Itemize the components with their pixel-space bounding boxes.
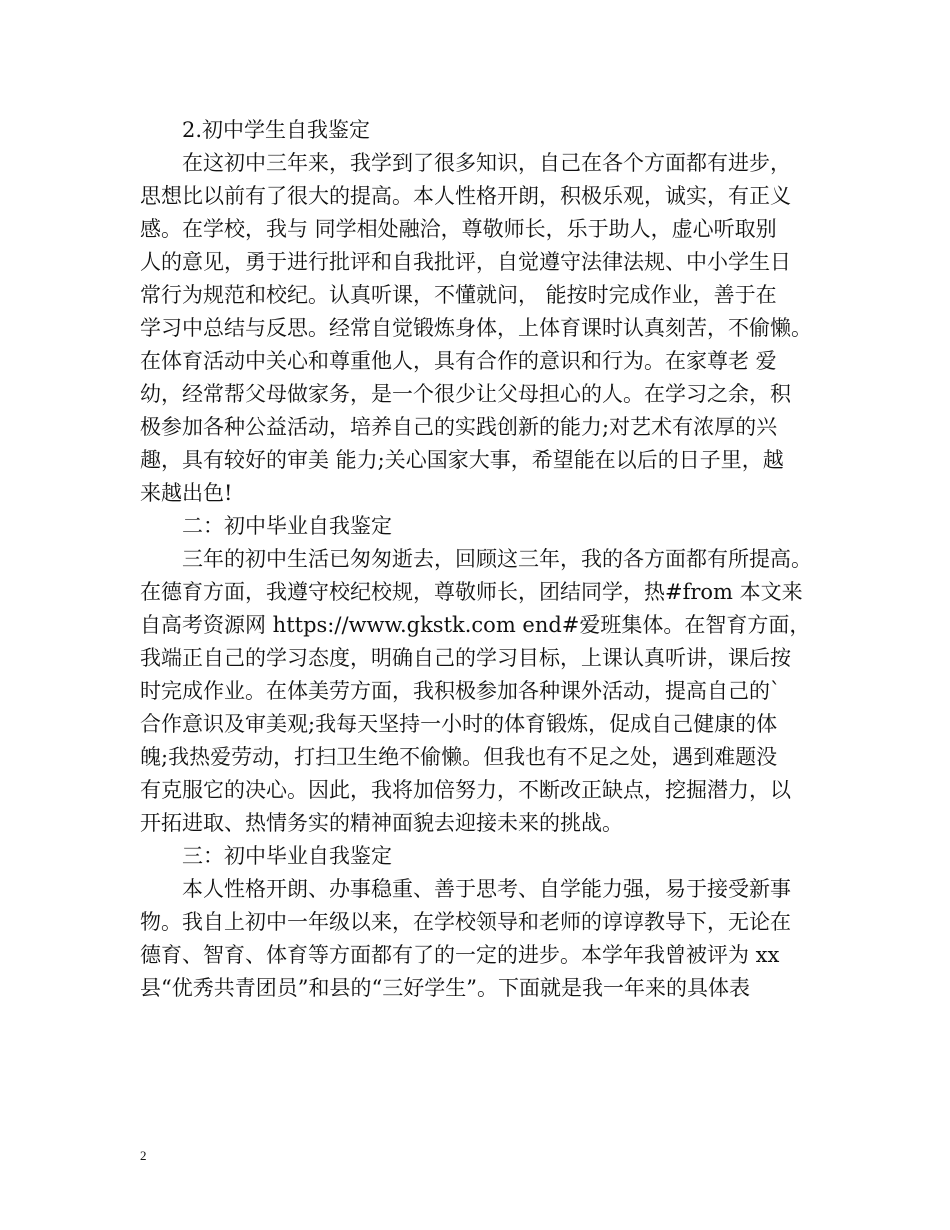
paragraph-line: 幼，经常帮父母做家务，是一个很少让父母担心的人。在学习之余，积	[140, 382, 791, 406]
paragraph-line: 思想比以前有了很大的提高。本人性格开朗，积极乐观，诚实，有正义	[140, 184, 791, 208]
paragraph-line: 感。在学校，我与 同学相处融洽，尊敬师长，乐于助人，虚心听取别	[140, 217, 777, 241]
paragraph-line: 三年的初中生活已匆匆逝去，回顾这三年，我的各方面都有所提高。	[182, 547, 812, 571]
paragraph-line: 合作意识及审美观;我每天坚持一小时的体育锻炼，促成自己健康的体	[140, 712, 778, 736]
paragraph-line: 极参加各种公益活动，培养自己的实践创新的能力;对艺术有浓厚的兴	[140, 415, 778, 439]
paragraph-line: 在体育活动中关心和尊重他人，具有合作的意识和行为。在家尊老 爱	[140, 349, 777, 373]
paragraph-line: 开拓进取、热情务实的精神面貌去迎接未来的挑战。	[140, 811, 623, 835]
paragraph-line: 德育、智育、体育等方面都有了的一定的进步。本学年我曾被评为 xx	[140, 943, 780, 967]
paragraph-line: 时完成作业。在体美劳方面，我积极参加各种课外活动，提高自己的`	[140, 679, 781, 703]
paragraph-line: 常行为规范和校纪。认真听课，不懂就问， 能按时完成作业，善于在	[140, 283, 777, 307]
paragraph-line: 我端正自己的学习态度，明确自己的学习目标，上课认真听讲，课后按	[140, 646, 791, 670]
section-heading-er: 二：初中毕业自我鉴定	[182, 514, 392, 538]
paragraph-line: 自高考资源网 https://www.gkstk.com end#爱班集体。在智育方面，	[140, 613, 811, 637]
paragraph-line: 趣，具有较好的审美 能力;关心国家大事，希望能在以后的日子里，越	[140, 448, 784, 472]
page-number: 2	[140, 1148, 147, 1163]
paragraph-line: 学习中总结与反思。经常自觉锻炼身体，上体育课时认真刻苦，不偷懒。	[140, 316, 812, 340]
paragraph-line: 来越出色!	[140, 481, 233, 505]
paragraph-line: 人的意见，勇于进行批评和自我批评，自觉遵守法律法规、中小学生日	[140, 250, 791, 274]
paragraph-line: 本人性格开朗、办事稳重、善于思考、自学能力强，易于接受新事	[182, 877, 791, 901]
section-heading-2: 2.初中学生自我鉴定	[182, 118, 371, 142]
paragraph-line: 魄;我热爱劳动，打扫卫生绝不偷懒。但我也有不足之处，遇到难题没	[140, 745, 778, 769]
paragraph-line: 物。我自上初中一年级以来，在学校领导和老师的谆谆教导下，无论在	[140, 910, 791, 934]
body-text	[140, 114, 830, 1005]
section-heading-san: 三：初中毕业自我鉴定	[182, 844, 392, 868]
paragraph-line: 县“优秀共青团员”和县的“三好学生”。下面就是我一年来的具体表	[140, 976, 750, 1000]
paragraph-line: 有克服它的决心。因此，我将加倍努力，不断改正缺点，挖掘潜力，以	[140, 778, 791, 802]
paragraph-line: 在德育方面，我遵守校纪校规，尊敬师长，团结同学，热#from 本文来	[140, 580, 803, 604]
paragraph-line: 在这初中三年来，我学到了很多知识，自己在各个方面都有进步，	[182, 151, 791, 175]
